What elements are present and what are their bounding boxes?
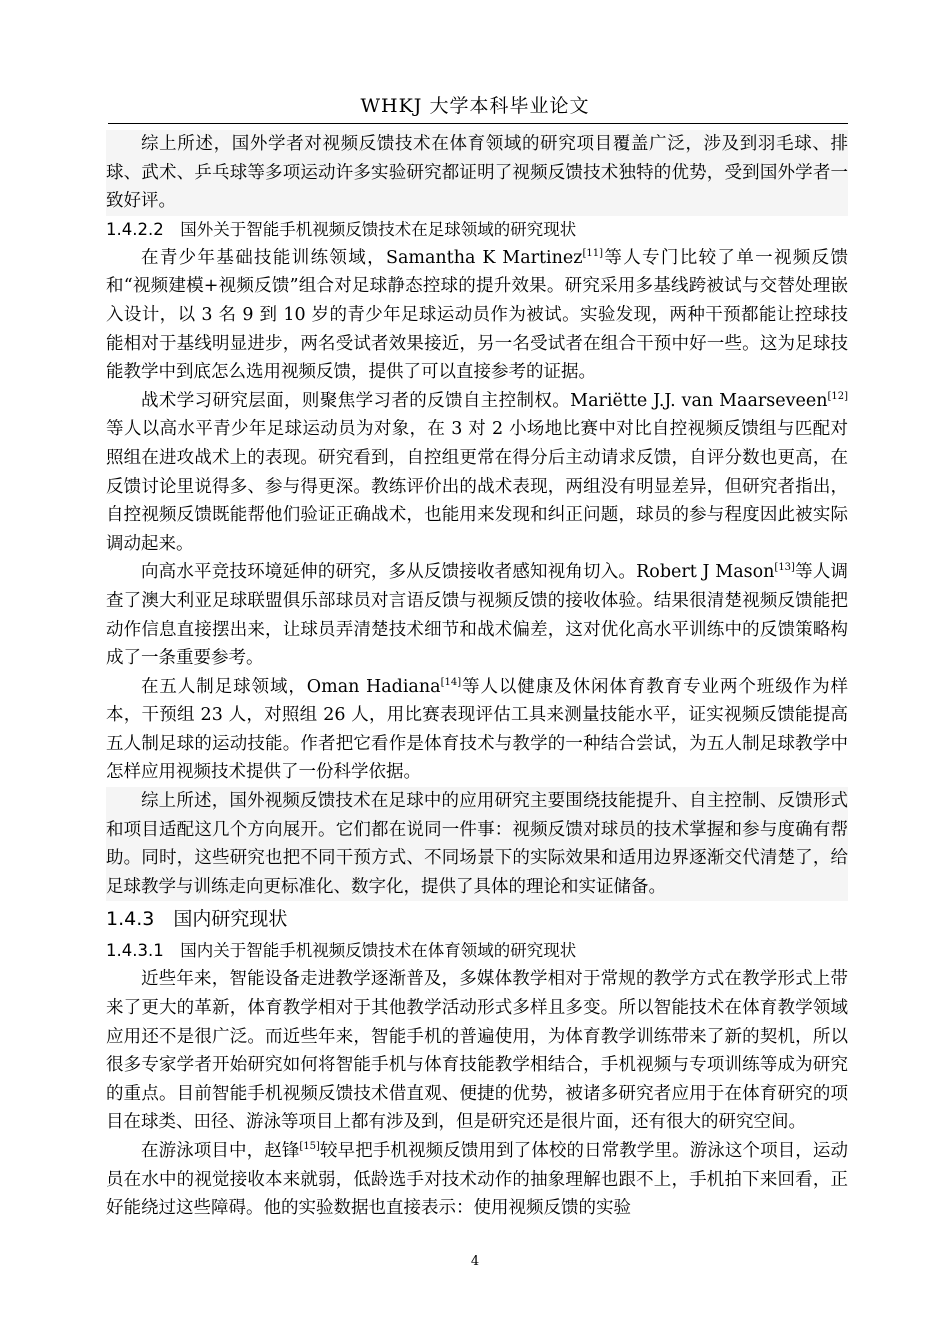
paragraph-text: 等人以健康及休闲体育教育专业两个班级作为样本，干预组 23 人，对照组 26 人，用比赛表现评估工具来测量技能水平，证实视频反馈能提高五人制足球的运动技能。作者把它看作是体育技术与教学的一种结合尝试，为五人制足球教学中怎样应用视频技术提供了一份科学依据。 — [106, 676, 848, 783]
header-rule — [108, 123, 848, 124]
citation-13: [13] — [774, 562, 795, 574]
paragraph-text: 等人以高水平青少年足球运动员为对象，在 3 对 2 小场地比赛中对比自控视频反馈组与匹配对照组在进攻战术上的表现。研究看到，自控组更常在得分后主动请求反馈，自评分数也更高，在反馈讨论里说得多、参与得更深。教练评价出的战术表现，两组没有明显差异，但研究者指出，自控视频反馈既能帮他们验证正确战术，也能用来发现和纠正问题，球员的参与程度因此被实际调动起来。 — [106, 419, 848, 554]
document-body — [106, 130, 848, 1223]
paragraph-text: 向高水平竞技环境延伸的研究，多从反馈接收者感知视角切入。Robert J Mason — [141, 562, 775, 583]
paragraph-martinez — [106, 244, 848, 387]
paragraph-summary-football: 综上所述，国外视频反馈技术在足球中的应用研究主要围绕技能提升、自主控制、反馈形式和项目适配这几个方向展开。它们都在说同一件事：视频反馈对球员的技术掌握和参与度确有帮助。同时，这些研究也把不同干预方式、不同场景下的实际效果和适用边界逐渐交代清楚了，给足球教学与训练走向更标准化、数字化，提供了具体的理论和实证储备。 — [106, 787, 848, 901]
section-heading-1-4-3: 1.4.3 国内研究现状 — [106, 908, 288, 931]
citation-11: [11] — [582, 247, 604, 259]
paragraph-text: 在游泳项目中，赵锋 — [141, 1141, 300, 1161]
citation-15: [15] — [299, 1141, 320, 1152]
citation-14: [14] — [440, 676, 462, 688]
paragraph-text: 在青少年基础技能训练领域，Samantha K Martinez — [141, 247, 583, 268]
paragraph-text: 在五人制足球领域，Oman Hadiana — [141, 676, 441, 697]
page-number: 4 — [470, 1254, 480, 1269]
paragraph-hadiana — [106, 673, 848, 787]
paragraph-summary-foreign-sports: 综上所述，国外学者对视频反馈技术在体育领域的研究项目覆盖广泛，涉及到羽毛球、排球、武术、乒乓球等多项运动许多实验研究都证明了视频反馈技术独特的优势，受到国外学者一致好评。 — [106, 130, 848, 216]
page-header-title: WHKJ 大学本科毕业论文 — [360, 95, 590, 117]
citation-12: [12] — [827, 390, 848, 402]
paragraph-text: 等人调查了澳大利亚足球联盟俱乐部球员对言语反馈与视频反馈的接收体验。结果很清楚视频反馈能把动作信息直接摆出来，让球员弄清楚技术细节和战术偏差，这对优化高水平训练中的反馈策略构成了一条重要参考。 — [106, 562, 849, 669]
paragraph-text: 较早把手机视频反馈用到了体校的日常教学里。游泳这个项目，运动员在水中的视觉接收本来就弱，低龄选手对技术动作的抽象理解也跟不上，手机拍下来回看，正好能绕过这些障碍。他的实验数据也直接表示：使用视频反馈的实验 — [106, 1141, 849, 1219]
paragraph-domestic-overview: 近些年来，智能设备走进教学逐渐普及，多媒体教学相对于常规的教学方式在教学形式上带来了更大的革新，体育教学相对于其他教学活动形式多样且多变。所以智能技术在体育教学领域应用还不是很广泛。而近些年来，智能手机的普遍使用，为体育教学训练带来了新的契机，所以很多专家学者开始研究如何将智能手机与体育技能教学相结合，手机视频与专项训练等成为研究的重点。目前智能手机视频反馈技术借直观、便捷的优势，被诸多研究者应用于在体育研究的项目在球类、田径、游泳等项目上都有涉及到，但是研究还是很片面，还有很大的研究空间。 — [106, 969, 848, 1133]
paragraph-maarseveen — [106, 387, 848, 559]
paragraph-text: 等人专门比较了单一视频反馈和“视频建模+视频反馈”组合对足球静态控球的提升效果。研究采用多基线跨被试与交替处理嵌入设计，以 3 名 9 到 10 岁的青少年足球运动员作为被试。实验发现，两种干预都能让控球技能相对于基线明显进步，两名受试者效果接近，另一名受试者在组合干预中好一些。这为足球技能教学中到底怎么选用视频反馈，提供了可以直接参考的证据。 — [106, 247, 848, 383]
paragraph-mason — [106, 558, 848, 672]
paragraph-zhaofeng — [106, 1137, 848, 1223]
section-heading-1-4-3-1: 1.4.3.1 国内关于智能手机视频反馈技术在体育领域的研究现状 — [106, 941, 577, 961]
paragraph-text: 战术学习研究层面，则聚焦学习者的反馈自主控制权。Mariëtte J.J. van Maarseveen — [141, 390, 828, 411]
section-heading-1-4-2-2: 1.4.2.2 国外关于智能手机视频反馈技术在足球领域的研究现状 — [106, 219, 577, 239]
